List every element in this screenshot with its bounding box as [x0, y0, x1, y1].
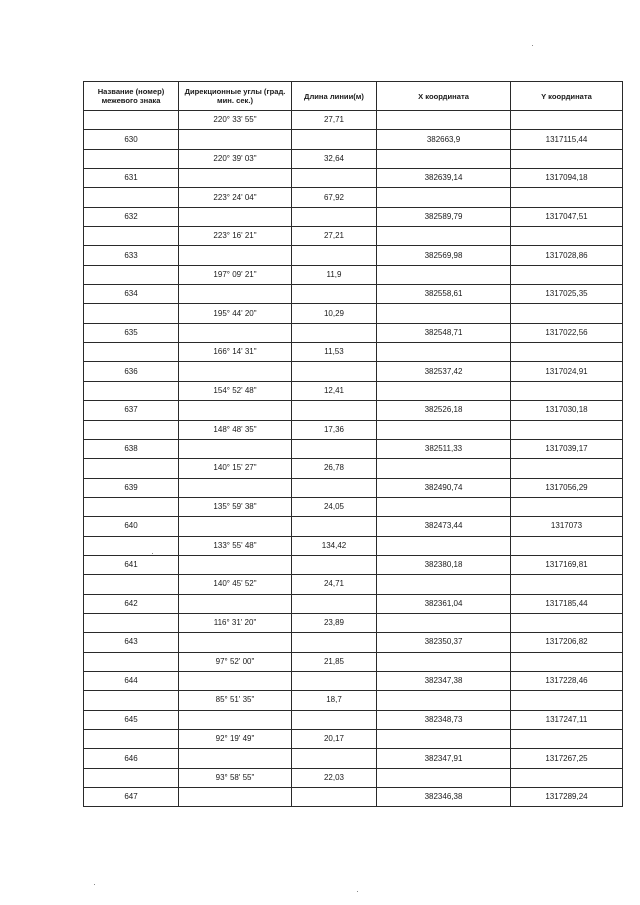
cell-line-length: 17,36 — [292, 420, 377, 439]
boundary-coordinates-table — [83, 81, 623, 807]
cell-y-coordinate: 1317185,44 — [511, 594, 623, 613]
cell-x-coordinate: 382347,91 — [377, 749, 511, 768]
cell-direction-angle: 133° 55' 48" — [179, 536, 292, 555]
cell-direction-angle — [179, 478, 292, 497]
cell-x-coordinate — [377, 497, 511, 516]
scan-speck — [357, 891, 358, 892]
table-header — [84, 82, 623, 111]
cell-line-length: 67,92 — [292, 188, 377, 207]
cell-y-coordinate — [511, 730, 623, 749]
table-row — [84, 671, 623, 690]
cell-direction-angle: 148° 48' 35" — [179, 420, 292, 439]
table-row — [84, 111, 623, 130]
cell-direction-angle — [179, 439, 292, 458]
table-row — [84, 169, 623, 188]
cell-x-coordinate: 382569,98 — [377, 246, 511, 265]
cell-direction-angle — [179, 710, 292, 729]
table-row — [84, 613, 623, 632]
cell-direction-angle: 223° 24' 04" — [179, 188, 292, 207]
cell-line-length — [292, 633, 377, 652]
cell-y-coordinate — [511, 768, 623, 787]
cell-y-coordinate: 1317022,56 — [511, 323, 623, 342]
cell-marker-name: 635 — [84, 323, 179, 342]
cell-y-coordinate — [511, 149, 623, 168]
header-marker-name: Название (номер) межевого знака — [84, 82, 179, 111]
scan-speck — [94, 884, 95, 885]
cell-x-coordinate: 382589,79 — [377, 207, 511, 226]
table-row — [84, 710, 623, 729]
cell-line-length — [292, 130, 377, 149]
cell-marker-name — [84, 381, 179, 400]
cell-line-length: 12,41 — [292, 381, 377, 400]
cell-line-length — [292, 517, 377, 536]
cell-marker-name: 646 — [84, 749, 179, 768]
table-row — [84, 517, 623, 536]
cell-x-coordinate: 382663,9 — [377, 130, 511, 149]
cell-marker-name: 631 — [84, 169, 179, 188]
cell-y-coordinate: 1317115,44 — [511, 130, 623, 149]
scan-speck — [152, 553, 153, 554]
table-row — [84, 188, 623, 207]
cell-marker-name — [84, 227, 179, 246]
cell-y-coordinate: 1317028,86 — [511, 246, 623, 265]
cell-direction-angle: 93° 58' 55" — [179, 768, 292, 787]
cell-marker-name: 633 — [84, 246, 179, 265]
header-row — [84, 82, 623, 111]
cell-y-coordinate: 1317025,35 — [511, 285, 623, 304]
cell-y-coordinate — [511, 111, 623, 130]
cell-y-coordinate: 1317094,18 — [511, 169, 623, 188]
cell-x-coordinate — [377, 188, 511, 207]
cell-line-length — [292, 478, 377, 497]
cell-direction-angle — [179, 362, 292, 381]
cell-x-coordinate: 382380,18 — [377, 555, 511, 574]
cell-direction-angle — [179, 517, 292, 536]
table-row — [84, 749, 623, 768]
cell-line-length: 22,03 — [292, 768, 377, 787]
cell-x-coordinate — [377, 768, 511, 787]
table-row — [84, 478, 623, 497]
table-row — [84, 362, 623, 381]
cell-marker-name — [84, 691, 179, 710]
cell-line-length: 20,17 — [292, 730, 377, 749]
cell-x-coordinate — [377, 420, 511, 439]
cell-x-coordinate — [377, 652, 511, 671]
cell-x-coordinate — [377, 227, 511, 246]
header-y-coordinate: Y координата — [511, 82, 623, 111]
cell-marker-name: 640 — [84, 517, 179, 536]
table-row — [84, 227, 623, 246]
table-row — [84, 207, 623, 226]
cell-y-coordinate: 1317024,91 — [511, 362, 623, 381]
cell-direction-angle — [179, 633, 292, 652]
cell-y-coordinate: 1317169,81 — [511, 555, 623, 574]
cell-direction-angle — [179, 671, 292, 690]
table-row — [84, 420, 623, 439]
table-row — [84, 575, 623, 594]
cell-line-length: 11,53 — [292, 343, 377, 362]
cell-marker-name — [84, 536, 179, 555]
cell-x-coordinate: 382348,73 — [377, 710, 511, 729]
cell-direction-angle — [179, 788, 292, 807]
cell-direction-angle — [179, 130, 292, 149]
table-body — [84, 111, 623, 807]
cell-direction-angle — [179, 323, 292, 342]
cell-y-coordinate — [511, 497, 623, 516]
cell-x-coordinate: 382490,74 — [377, 478, 511, 497]
cell-x-coordinate: 382639,14 — [377, 169, 511, 188]
cell-line-length: 24,05 — [292, 497, 377, 516]
cell-x-coordinate — [377, 730, 511, 749]
cell-direction-angle: 154° 52' 48" — [179, 381, 292, 400]
cell-y-coordinate: 1317047,51 — [511, 207, 623, 226]
cell-y-coordinate — [511, 575, 623, 594]
cell-line-length — [292, 671, 377, 690]
table-row — [84, 768, 623, 787]
cell-line-length: 27,71 — [292, 111, 377, 130]
cell-direction-angle: 140° 15' 27" — [179, 459, 292, 478]
cell-y-coordinate — [511, 420, 623, 439]
header-direction-angle: Дирекционные углы (град. мин. сек.) — [179, 82, 292, 111]
cell-y-coordinate — [511, 227, 623, 246]
cell-line-length — [292, 401, 377, 420]
cell-marker-name: 644 — [84, 671, 179, 690]
cell-direction-angle — [179, 555, 292, 574]
cell-y-coordinate — [511, 691, 623, 710]
cell-y-coordinate — [511, 265, 623, 284]
cell-x-coordinate: 382473,44 — [377, 517, 511, 536]
table-row — [84, 652, 623, 671]
cell-line-length — [292, 362, 377, 381]
cell-x-coordinate: 382347,38 — [377, 671, 511, 690]
cell-marker-name: 639 — [84, 478, 179, 497]
cell-x-coordinate — [377, 575, 511, 594]
cell-x-coordinate: 382558,61 — [377, 285, 511, 304]
cell-x-coordinate: 382346,38 — [377, 788, 511, 807]
cell-direction-angle — [179, 749, 292, 768]
cell-line-length — [292, 788, 377, 807]
cell-x-coordinate: 382511,33 — [377, 439, 511, 458]
cell-y-coordinate: 1317289,24 — [511, 788, 623, 807]
cell-x-coordinate: 382537,42 — [377, 362, 511, 381]
table-row — [84, 497, 623, 516]
cell-marker-name: 643 — [84, 633, 179, 652]
table-row — [84, 130, 623, 149]
cell-line-length — [292, 710, 377, 729]
cell-x-coordinate: 382526,18 — [377, 401, 511, 420]
cell-marker-name — [84, 304, 179, 323]
cell-direction-angle — [179, 246, 292, 265]
cell-x-coordinate — [377, 613, 511, 632]
table-row — [84, 788, 623, 807]
cell-y-coordinate: 1317073 — [511, 517, 623, 536]
cell-y-coordinate: 1317267,25 — [511, 749, 623, 768]
header-line-length: Длина линии(м) — [292, 82, 377, 111]
cell-marker-name: 632 — [84, 207, 179, 226]
scan-speck — [532, 45, 533, 46]
cell-line-length — [292, 246, 377, 265]
cell-y-coordinate — [511, 304, 623, 323]
cell-line-length: 24,71 — [292, 575, 377, 594]
cell-x-coordinate — [377, 149, 511, 168]
cell-marker-name — [84, 420, 179, 439]
cell-line-length: 134,42 — [292, 536, 377, 555]
cell-marker-name — [84, 652, 179, 671]
cell-x-coordinate — [377, 536, 511, 555]
cell-marker-name: 630 — [84, 130, 179, 149]
cell-x-coordinate — [377, 459, 511, 478]
cell-y-coordinate — [511, 188, 623, 207]
cell-direction-angle: 220° 39' 03" — [179, 149, 292, 168]
cell-x-coordinate — [377, 343, 511, 362]
cell-x-coordinate — [377, 111, 511, 130]
cell-direction-angle: 223° 16' 21" — [179, 227, 292, 246]
cell-y-coordinate — [511, 381, 623, 400]
cell-y-coordinate: 1317056,29 — [511, 478, 623, 497]
cell-x-coordinate — [377, 381, 511, 400]
cell-line-length — [292, 439, 377, 458]
cell-y-coordinate: 1317228,46 — [511, 671, 623, 690]
cell-line-length — [292, 555, 377, 574]
table-row — [84, 246, 623, 265]
cell-marker-name: 647 — [84, 788, 179, 807]
cell-x-coordinate: 382361,04 — [377, 594, 511, 613]
cell-marker-name — [84, 497, 179, 516]
cell-y-coordinate — [511, 536, 623, 555]
table-row — [84, 594, 623, 613]
cell-direction-angle: 140° 45' 52" — [179, 575, 292, 594]
table-row — [84, 401, 623, 420]
cell-marker-name: 642 — [84, 594, 179, 613]
cell-marker-name: 641 — [84, 555, 179, 574]
cell-direction-angle: 116° 31' 20" — [179, 613, 292, 632]
cell-marker-name — [84, 768, 179, 787]
cell-line-length — [292, 594, 377, 613]
cell-line-length — [292, 323, 377, 342]
cell-line-length: 21,85 — [292, 652, 377, 671]
cell-line-length: 10,29 — [292, 304, 377, 323]
cell-x-coordinate: 382548,71 — [377, 323, 511, 342]
cell-marker-name — [84, 613, 179, 632]
cell-direction-angle: 135° 59' 38" — [179, 497, 292, 516]
cell-direction-angle — [179, 285, 292, 304]
table-row — [84, 381, 623, 400]
cell-line-length — [292, 207, 377, 226]
cell-y-coordinate: 1317039,17 — [511, 439, 623, 458]
cell-y-coordinate — [511, 652, 623, 671]
cell-marker-name — [84, 730, 179, 749]
cell-direction-angle — [179, 207, 292, 226]
cell-marker-name — [84, 265, 179, 284]
cell-marker-name: 634 — [84, 285, 179, 304]
cell-marker-name: 638 — [84, 439, 179, 458]
table-row — [84, 285, 623, 304]
cell-line-length: 23,89 — [292, 613, 377, 632]
cell-direction-angle: 92° 19' 49" — [179, 730, 292, 749]
cell-line-length: 18,7 — [292, 691, 377, 710]
table-row — [84, 149, 623, 168]
table-row — [84, 633, 623, 652]
cell-marker-name — [84, 149, 179, 168]
cell-x-coordinate: 382350,37 — [377, 633, 511, 652]
cell-line-length: 26,78 — [292, 459, 377, 478]
cell-marker-name: 637 — [84, 401, 179, 420]
table-row — [84, 304, 623, 323]
table-row — [84, 343, 623, 362]
cell-direction-angle — [179, 594, 292, 613]
cell-marker-name — [84, 111, 179, 130]
cell-direction-angle — [179, 169, 292, 188]
cell-line-length: 27,21 — [292, 227, 377, 246]
cell-y-coordinate — [511, 613, 623, 632]
cell-marker-name: 645 — [84, 710, 179, 729]
table-row — [84, 691, 623, 710]
cell-marker-name — [84, 188, 179, 207]
cell-marker-name — [84, 575, 179, 594]
cell-marker-name — [84, 343, 179, 362]
cell-direction-angle: 220° 33' 55" — [179, 111, 292, 130]
cell-marker-name — [84, 459, 179, 478]
cell-line-length — [292, 285, 377, 304]
cell-y-coordinate — [511, 459, 623, 478]
cell-y-coordinate: 1317030,18 — [511, 401, 623, 420]
cell-direction-angle — [179, 401, 292, 420]
cell-line-length: 11,9 — [292, 265, 377, 284]
header-x-coordinate: X координата — [377, 82, 511, 111]
cell-x-coordinate — [377, 691, 511, 710]
cell-line-length — [292, 749, 377, 768]
table-row — [84, 265, 623, 284]
cell-y-coordinate: 1317247,11 — [511, 710, 623, 729]
table-row — [84, 730, 623, 749]
cell-y-coordinate — [511, 343, 623, 362]
cell-x-coordinate — [377, 265, 511, 284]
cell-marker-name: 636 — [84, 362, 179, 381]
table-row — [84, 323, 623, 342]
cell-line-length — [292, 169, 377, 188]
cell-direction-angle: 197° 09' 21" — [179, 265, 292, 284]
cell-line-length: 32,64 — [292, 149, 377, 168]
cell-y-coordinate: 1317206,82 — [511, 633, 623, 652]
cell-x-coordinate — [377, 304, 511, 323]
table-row — [84, 439, 623, 458]
cell-direction-angle: 166° 14' 31" — [179, 343, 292, 362]
table-row — [84, 555, 623, 574]
cell-direction-angle: 85° 51' 35" — [179, 691, 292, 710]
table-row — [84, 536, 623, 555]
table-row — [84, 459, 623, 478]
cell-direction-angle: 195° 44' 20" — [179, 304, 292, 323]
cell-direction-angle: 97° 52' 00" — [179, 652, 292, 671]
